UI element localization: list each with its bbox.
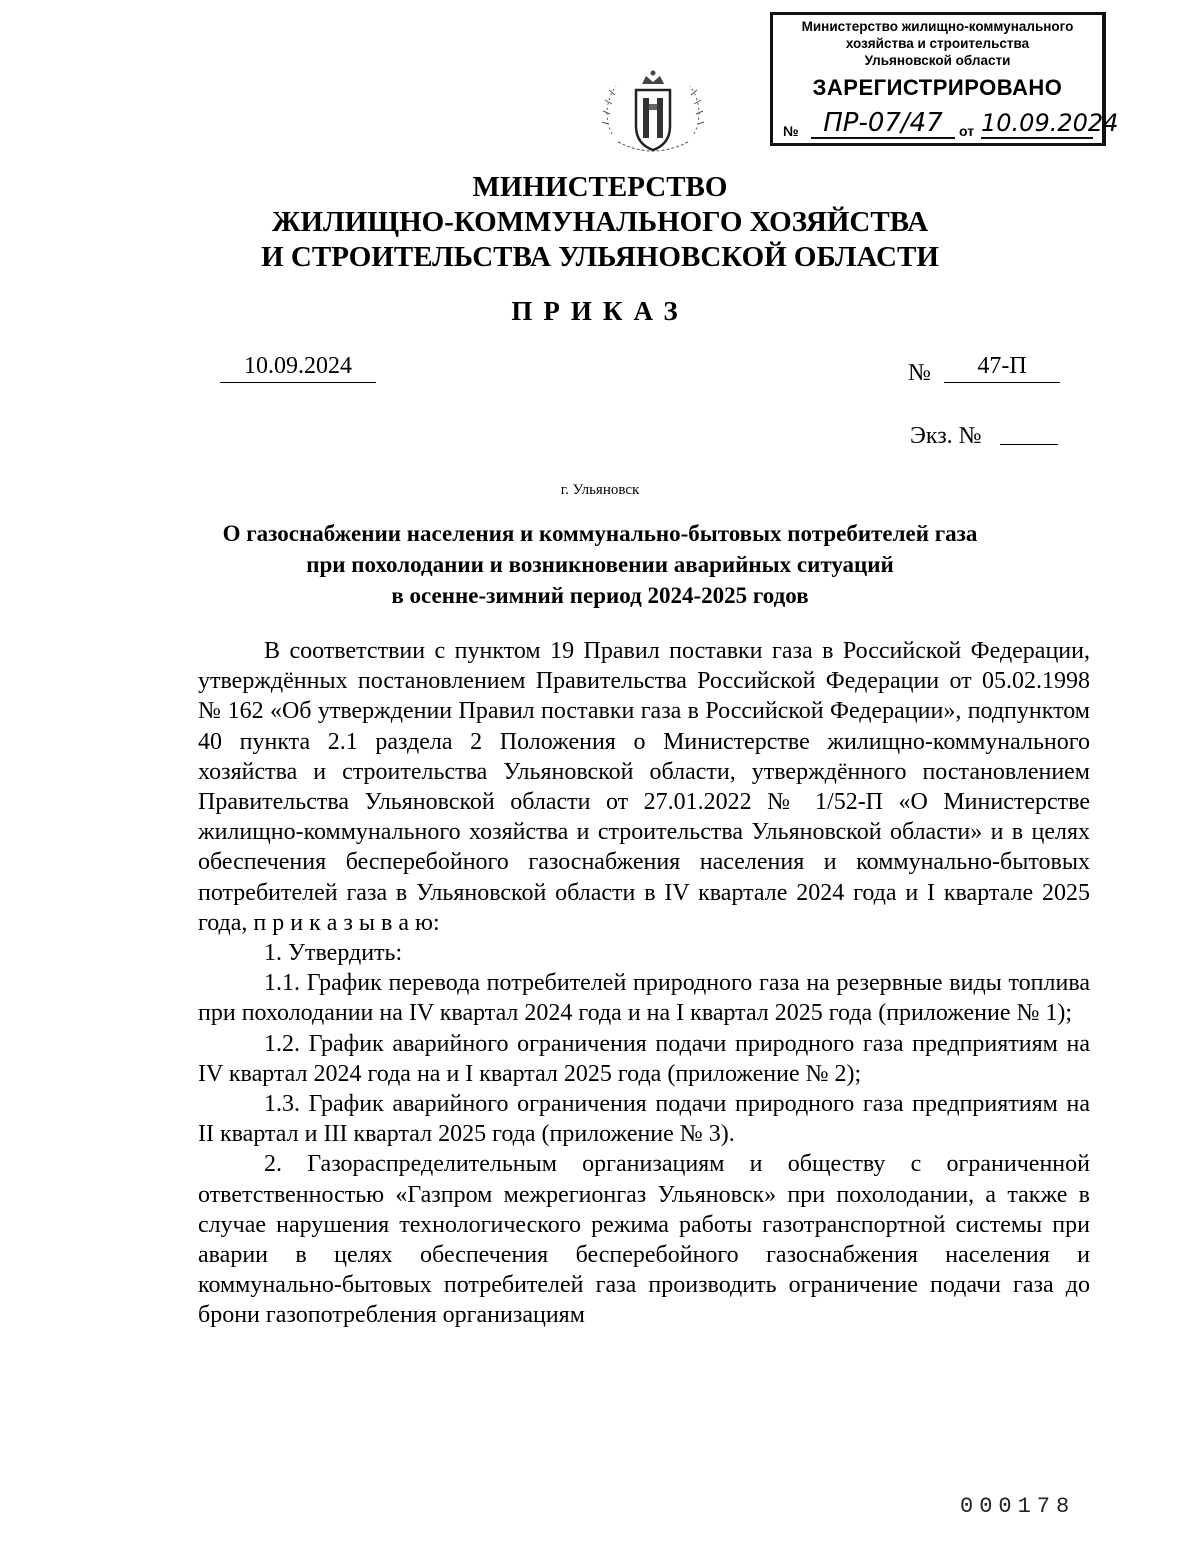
order-subject — [0, 518, 1200, 611]
document-body — [198, 636, 1090, 1331]
stamp-date-label: от — [959, 123, 975, 139]
order-date: 10.09.2024 — [220, 353, 376, 383]
copy-number-label: Экз. № — [910, 423, 982, 449]
item-1-3: 1.3. График аварийного ограничения подачи природного газа предприятиям на II квартал и III квартал 2025 года (приложение № 3). — [198, 1091, 1090, 1148]
ministry-title-line1: МИНИСТЕРСТВО — [472, 171, 728, 203]
subject-line2: при похолодании и возникновении аварийных ситуаций — [306, 552, 894, 577]
preamble-paragraph: В соответствии с пунктом 19 Правил поставки газа в Российской Федерации, утверждённых постановлением Правительства Российской Федерации от 05.02.1998 № 162 «Об утверждении Правил поставки газа в Российской Федерации», подпунктом 40 пункта 2.1 раздела 2 Положения о Министерстве жилищно-коммунального хозяйства и строительства Ульяновской области, утверждённого постановлением Правительства Ульяновской области от 27.01.2022 № 1/52-П «О Министерстве жилищно-коммунального хозяйства и строительства Ульяновской области» и в целях обеспечения бесперебойного газоснабжения населения и коммунально-бытовых потребителей газа в Ульяновской области в IV квартале 2024 года и I квартале 2025 года, п р и к а з ы в а ю: — [198, 638, 1090, 936]
item-2: 2. Газораспределительным организациям и обществу с ограниченной ответственностью «Газпром межрегионгаз Ульяновск» при похолодании, а также в случае нарушения технологического режима работы газотранспортной системы при аварии в целях обеспечения бесперебойного газоснабжения населения и коммунально-бытовых потребителей газа производить ограничение подачи газа до брони газопотребления организациям — [198, 1151, 1090, 1329]
ministry-title-line2: ЖИЛИЩНО-КОММУНАЛЬНОГО ХОЗЯЙСТВА — [271, 206, 929, 238]
registration-stamp — [770, 12, 1119, 146]
item-1-2: 1.2. График аварийного ограничения подачи природного газа предприятиям на IV квартал 2024 года на и I квартал 2025 года (приложение № 2); — [198, 1030, 1090, 1087]
order-number: 47-П — [944, 353, 1060, 383]
document-type: ПРИКАЗ — [511, 296, 689, 326]
stamp-registration-line — [781, 108, 1119, 145]
subject-line1: О газоснабжении населения и коммунально-бытовых потребителей газа — [222, 521, 978, 546]
stamp-status: ЗАРЕГИСТРИРОВАНО — [812, 75, 1063, 100]
stamp-number-label: № — [783, 123, 799, 139]
item-1-1: 1.1. График перевода потребителей природного газа на резервные виды топлива при похолодании на IV квартал 2024 года и на I квартал 2025 года (приложение № 1); — [198, 970, 1090, 1027]
subject-line3: в осенне-зимний период 2024-2025 годов — [391, 583, 809, 608]
item-1: 1. Утвердить: — [264, 940, 403, 967]
ministry-title — [0, 170, 1200, 275]
stamp-date: 10.09.2024 — [981, 109, 1119, 137]
stamp-ministry-name: Министерство жилищно-коммунального хозяйства и строительства Ульяновской области — [801, 19, 1074, 68]
copy-number-blank — [1000, 444, 1058, 445]
coat-of-arms-icon — [598, 64, 708, 164]
ministry-title-line3: И СТРОИТЕЛЬСТВА УЛЬЯНОВСКОЙ ОБЛАСТИ — [261, 241, 939, 273]
order-number-label: № — [908, 360, 931, 386]
page-serial-number: 000178 — [960, 1494, 1076, 1519]
city: г. Ульяновск — [560, 482, 640, 498]
stamp-number: ПР-07/47 — [811, 109, 955, 139]
